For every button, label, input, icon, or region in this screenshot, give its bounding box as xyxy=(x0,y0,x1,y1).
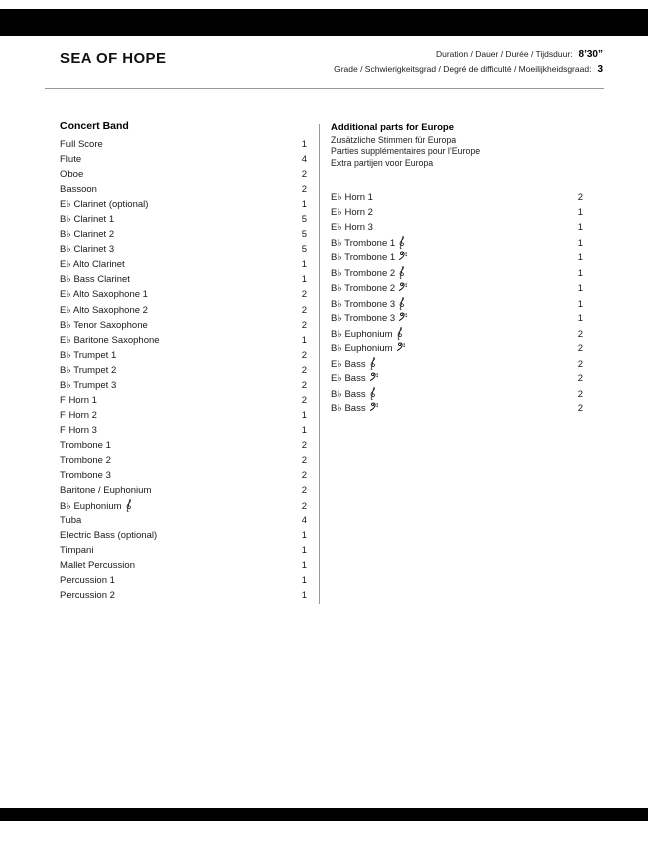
treble-clef-icon xyxy=(396,326,403,342)
instrument-name: B♭ Trombone 3 xyxy=(331,296,570,312)
part-quantity: 2 xyxy=(301,289,307,301)
part-quantity: 2 xyxy=(301,470,307,482)
instrument-name: Electric Bass (optional) xyxy=(60,530,158,542)
part-quantity: 2 xyxy=(301,304,307,316)
column-divider xyxy=(319,124,320,604)
piece-metadata xyxy=(334,47,603,77)
part-quantity: 5 xyxy=(301,244,307,256)
instrument-row xyxy=(60,558,307,573)
top-black-bar xyxy=(0,9,648,36)
instrument-name: E♭ Horn 1 xyxy=(331,192,373,204)
instrument-name: F Horn 2 xyxy=(60,409,97,421)
part-quantity: 5 xyxy=(301,214,307,226)
europe-parts-list xyxy=(331,190,583,416)
instrument-row xyxy=(60,242,307,257)
part-quantity: 1 xyxy=(301,590,307,602)
part-quantity: 1 xyxy=(301,334,307,346)
treble-clef-icon xyxy=(369,386,376,402)
instrument-row xyxy=(331,356,583,371)
instrument-name: B♭ Trumpet 3 xyxy=(60,379,117,391)
instrument-name: B♭ Trumpet 1 xyxy=(60,349,117,361)
instrument-name: B♭ Bass xyxy=(331,401,570,416)
part-quantity: 1 xyxy=(301,424,307,436)
europe-subheading-nl: Extra partijen voor Europa xyxy=(331,157,434,168)
header-divider xyxy=(45,88,604,89)
instrument-name: Flute xyxy=(60,154,82,166)
part-quantity: 1 xyxy=(577,238,583,250)
instrument-name: Percussion 1 xyxy=(60,575,115,587)
instrument-row xyxy=(60,588,307,603)
instrument-name: F Horn 3 xyxy=(60,424,97,436)
part-quantity: 1 xyxy=(577,222,583,234)
part-quantity: 2 xyxy=(301,394,307,406)
instrument-name: E♭ Bass xyxy=(331,356,570,372)
part-quantity: 1 xyxy=(577,268,583,280)
instrument-name: E♭ Alto Clarinet xyxy=(60,259,125,271)
treble-clef-icon xyxy=(398,235,405,251)
part-quantity: 2 xyxy=(577,342,583,354)
europe-subheading-de: Zusätzliche Stimmen für Europa xyxy=(331,135,457,145)
instrument-name: E♭ Clarinet (optional) xyxy=(60,199,149,211)
instrument-row xyxy=(60,483,307,498)
duration-label: Duration / Dauer / Durée / Tijdsduur: xyxy=(435,49,573,59)
instrument-name: B♭ Tenor Saxophone xyxy=(60,319,148,331)
instrument-name: Baritone / Euphonium xyxy=(60,485,152,497)
instrument-name: Trombone 2 xyxy=(60,454,111,466)
part-quantity: 1 xyxy=(301,530,307,542)
instrument-row xyxy=(331,190,583,205)
part-quantity: 2 xyxy=(301,364,307,376)
part-quantity: 1 xyxy=(301,139,307,150)
instrument-name: B♭ Clarinet 3 xyxy=(60,244,115,256)
part-quantity: 1 xyxy=(577,282,583,294)
part-quantity: 4 xyxy=(301,154,307,166)
part-quantity: 2 xyxy=(577,372,583,384)
instrument-row xyxy=(331,401,583,416)
instrument-name: Percussion 2 xyxy=(60,590,115,602)
duration-value: 8’30” xyxy=(578,49,603,60)
instrument-name: B♭ Trombone 2 xyxy=(331,265,570,281)
instrument-name: Oboe xyxy=(60,169,84,181)
part-quantity: 2 xyxy=(577,388,583,400)
part-quantity: 1 xyxy=(577,252,583,264)
instrument-name: Trombone 3 xyxy=(60,470,111,482)
part-quantity: 2 xyxy=(577,328,583,340)
part-quantity: 2 xyxy=(301,379,307,391)
instrument-name: B♭ Bass xyxy=(331,386,570,402)
instrument-name: E♭ Horn 3 xyxy=(331,222,373,234)
instrument-row xyxy=(60,513,307,528)
treble-clef-icon xyxy=(398,265,405,281)
instrument-name: Full Score xyxy=(60,139,103,150)
instrument-name: F Horn 1 xyxy=(60,394,97,406)
instrument-name: B♭ Clarinet 2 xyxy=(60,229,115,241)
instrument-name: Tuba xyxy=(60,515,82,527)
grade-value: 3 xyxy=(597,64,603,75)
part-quantity: 2 xyxy=(301,454,307,466)
instrument-row xyxy=(60,468,307,483)
instrument-row xyxy=(60,453,307,468)
instrument-row xyxy=(60,287,307,302)
bass-clef-icon xyxy=(369,371,379,386)
instrument-row xyxy=(60,528,307,543)
part-quantity: 2 xyxy=(301,184,307,196)
instrument-row xyxy=(331,296,583,311)
europe-subheading-fr: Parties supplémentaires pour l’Europe xyxy=(331,146,481,157)
concert-band-list xyxy=(60,137,307,603)
instrument-name: Timpani xyxy=(60,545,94,557)
instrument-row xyxy=(60,378,307,393)
instrument-row xyxy=(60,498,307,513)
page-title: SEA OF HOPE xyxy=(60,50,167,67)
instrument-name: B♭ Trombone 2 xyxy=(331,281,570,296)
part-quantity: 1 xyxy=(301,575,307,587)
instrument-name: B♭ Bass Clarinet xyxy=(60,274,130,286)
instrument-name: E♭ Bass xyxy=(331,371,570,386)
part-quantity: 2 xyxy=(301,319,307,331)
part-quantity: 1 xyxy=(301,409,307,421)
instrument-name: Trombone 1 xyxy=(60,439,111,451)
treble-clef-icon xyxy=(125,498,132,514)
instrument-name: B♭ Trombone 1 xyxy=(331,235,570,251)
concert-band-section xyxy=(60,120,307,603)
bass-clef-icon xyxy=(369,401,379,416)
bass-clef-icon xyxy=(398,311,408,326)
part-quantity: 2 xyxy=(301,169,307,181)
part-quantity: 2 xyxy=(301,439,307,451)
europe-parts-section xyxy=(331,122,583,416)
bass-clef-icon xyxy=(396,341,406,356)
instrument-row xyxy=(331,341,583,356)
part-quantity: 1 xyxy=(577,298,583,310)
part-quantity: 2 xyxy=(301,349,307,361)
instrument-name: B♭ Trombone 3 xyxy=(331,311,570,326)
duration-line xyxy=(334,47,603,62)
instrument-name: B♭ Euphonium xyxy=(331,326,570,342)
instrument-row xyxy=(331,326,583,341)
grade-line xyxy=(334,62,603,77)
part-quantity: 5 xyxy=(301,229,307,241)
bass-clef-icon xyxy=(398,281,408,296)
instrument-row xyxy=(331,386,583,401)
part-quantity: 2 xyxy=(577,402,583,414)
instrument-row xyxy=(60,197,307,212)
part-quantity: 1 xyxy=(301,259,307,271)
part-quantity: 2 xyxy=(301,485,307,497)
bottom-black-bar xyxy=(0,808,648,821)
instrument-row xyxy=(60,438,307,453)
instrument-name: E♭ Baritone Saxophone xyxy=(60,334,160,346)
instrument-row xyxy=(331,235,583,250)
instrument-row xyxy=(60,212,307,227)
instrument-name: E♭ Horn 2 xyxy=(331,207,373,219)
part-quantity: 1 xyxy=(301,560,307,572)
instrument-name: Mallet Percussion xyxy=(60,560,135,572)
concert-band-heading: Concert Band xyxy=(60,120,129,132)
instrument-row xyxy=(331,205,583,220)
instrument-row xyxy=(60,573,307,588)
grade-label: Grade / Schwierigkeitsgrad / Degré de difficulté / Moeilijkheidsgraad: xyxy=(334,64,592,74)
instrument-row xyxy=(331,250,583,265)
treble-clef-icon xyxy=(369,356,376,372)
instrument-row xyxy=(60,152,307,167)
instrument-row xyxy=(331,265,583,280)
instrument-row xyxy=(331,371,583,386)
part-quantity: 2 xyxy=(577,192,583,204)
treble-clef-icon xyxy=(398,296,405,312)
instrument-row xyxy=(60,318,307,333)
instrument-row xyxy=(60,393,307,408)
instrument-row xyxy=(60,182,307,197)
part-quantity: 2 xyxy=(301,501,307,513)
instrument-row xyxy=(60,257,307,272)
bass-clef-icon xyxy=(398,250,408,265)
instrument-name: B♭ Euphonium xyxy=(331,341,570,356)
instrument-name: B♭ Trumpet 2 xyxy=(60,364,117,376)
instrument-row xyxy=(60,167,307,182)
instrument-row xyxy=(60,543,307,558)
instrument-name: E♭ Alto Saxophone 1 xyxy=(60,289,148,301)
instrument-row xyxy=(331,220,583,235)
part-quantity: 2 xyxy=(577,358,583,370)
part-quantity: 4 xyxy=(301,515,307,527)
instrument-row xyxy=(60,408,307,423)
instrument-row xyxy=(60,303,307,318)
instrument-name: B♭ Trombone 1 xyxy=(331,250,570,265)
instrument-row xyxy=(60,348,307,363)
instrument-row xyxy=(331,281,583,296)
instrument-name: B♭ Clarinet 1 xyxy=(60,214,115,226)
europe-heading: Additional parts for Europe xyxy=(331,122,454,133)
part-quantity: 1 xyxy=(577,207,583,219)
instrument-row xyxy=(60,137,307,152)
part-quantity: 1 xyxy=(577,312,583,324)
instrument-row xyxy=(331,311,583,326)
part-quantity: 1 xyxy=(301,274,307,286)
instrument-name: Bassoon xyxy=(60,184,97,196)
part-quantity: 1 xyxy=(301,199,307,211)
instrument-name: E♭ Alto Saxophone 2 xyxy=(60,304,148,316)
instrument-name: B♭ Euphonium xyxy=(60,498,294,514)
instrument-row xyxy=(60,333,307,348)
instrument-row xyxy=(60,423,307,438)
part-quantity: 1 xyxy=(301,545,307,557)
instrument-row xyxy=(60,272,307,287)
instrument-row xyxy=(60,363,307,378)
instrument-row xyxy=(60,227,307,242)
